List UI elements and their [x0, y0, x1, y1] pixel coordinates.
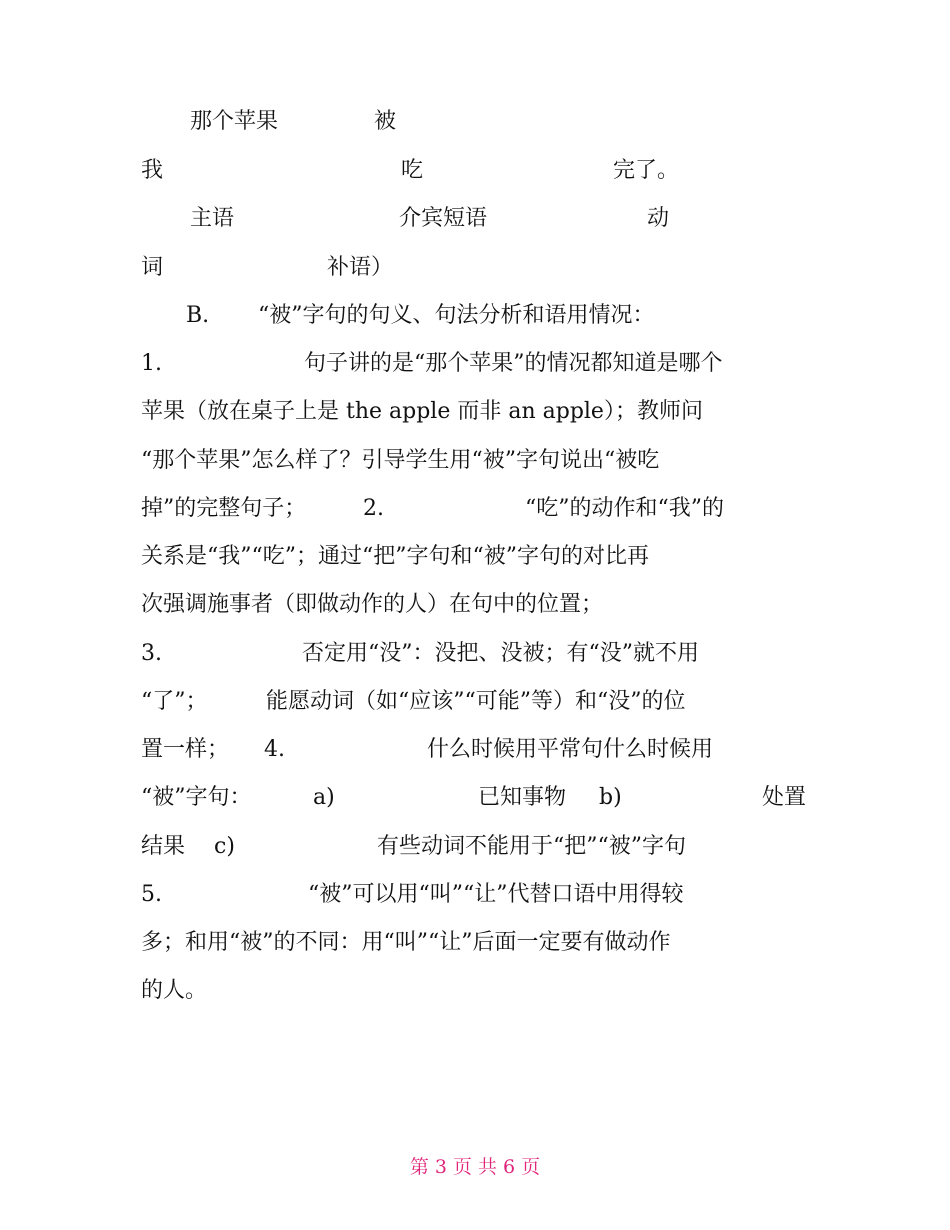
text-line: 苹果（放在桌子上是 the apple 而非 an apple）；教师问: [141, 399, 703, 424]
text-fragment: 句子讲的是“那个苹果”的情况都知道是哪个: [304, 351, 723, 376]
text-fragment: 被: [374, 109, 397, 134]
text-fragment: “吃”的动作和“我”的: [525, 496, 724, 521]
text-fragment: 有些动词不能用于“把”“被”字句: [377, 834, 686, 859]
text-fragment: 主语: [190, 206, 235, 231]
text-fragment: “被”可以用“叫”“让”代替口语中用得较: [308, 882, 684, 907]
text-fragment: 1.: [141, 351, 162, 376]
text-line: 次强调施事者（即做动作的人）在句中的位置；: [141, 592, 604, 617]
text-fragment: 5.: [141, 882, 162, 907]
text-fragment: 完了。: [613, 158, 680, 183]
text-fragment: “了”；: [141, 689, 208, 714]
text-fragment: 能愿动词（如“应该”“可能”等）和“没”的位: [266, 689, 686, 714]
text-fragment: 掉”的完整句子；: [141, 496, 307, 521]
text-fragment: 动: [647, 206, 670, 231]
text-fragment: B.: [186, 303, 210, 328]
text-fragment: a): [313, 785, 335, 810]
text-fragment: 否定用“没”：没把、没被；有“没”就不用: [302, 641, 699, 666]
text-fragment: 3.: [141, 641, 162, 666]
section-heading: “被”字句的句义、句法分析和语用情况：: [258, 303, 655, 328]
text-fragment: 吃: [401, 158, 424, 183]
text-fragment: 已知事物: [478, 785, 567, 810]
text-line: 的人。: [141, 978, 208, 1003]
page-number-footer: 第 3 页 共 6 页: [409, 1156, 541, 1178]
text-fragment: 介宾短语: [399, 206, 488, 231]
text-fragment: 处置: [762, 785, 807, 810]
text-fragment: 4.: [264, 737, 285, 762]
text-line: 多；和用“被”的不同：用“叫”“让”后面一定要有做动作: [141, 930, 671, 955]
text-fragment: 结果: [141, 834, 186, 859]
text-line: “那个苹果”怎么样了？引导学生用“被”字句说出“被吃: [141, 448, 660, 473]
text-fragment: b): [599, 785, 622, 810]
text-line: 关系是“我”“吃”；通过“把”字句和“被”字句的对比再: [141, 544, 649, 569]
text-fragment: 补语）: [327, 255, 394, 280]
text-fragment: 词: [141, 255, 164, 280]
text-fragment: 2.: [363, 496, 384, 521]
text-fragment: “被”字句：: [141, 785, 252, 810]
text-fragment: 什么时候用平常句什么时候用: [427, 737, 714, 762]
text-fragment: 置一样；: [141, 737, 230, 762]
text-fragment: 我: [141, 158, 164, 183]
text-fragment: 那个苹果: [190, 109, 279, 134]
text-fragment: c): [214, 834, 235, 859]
